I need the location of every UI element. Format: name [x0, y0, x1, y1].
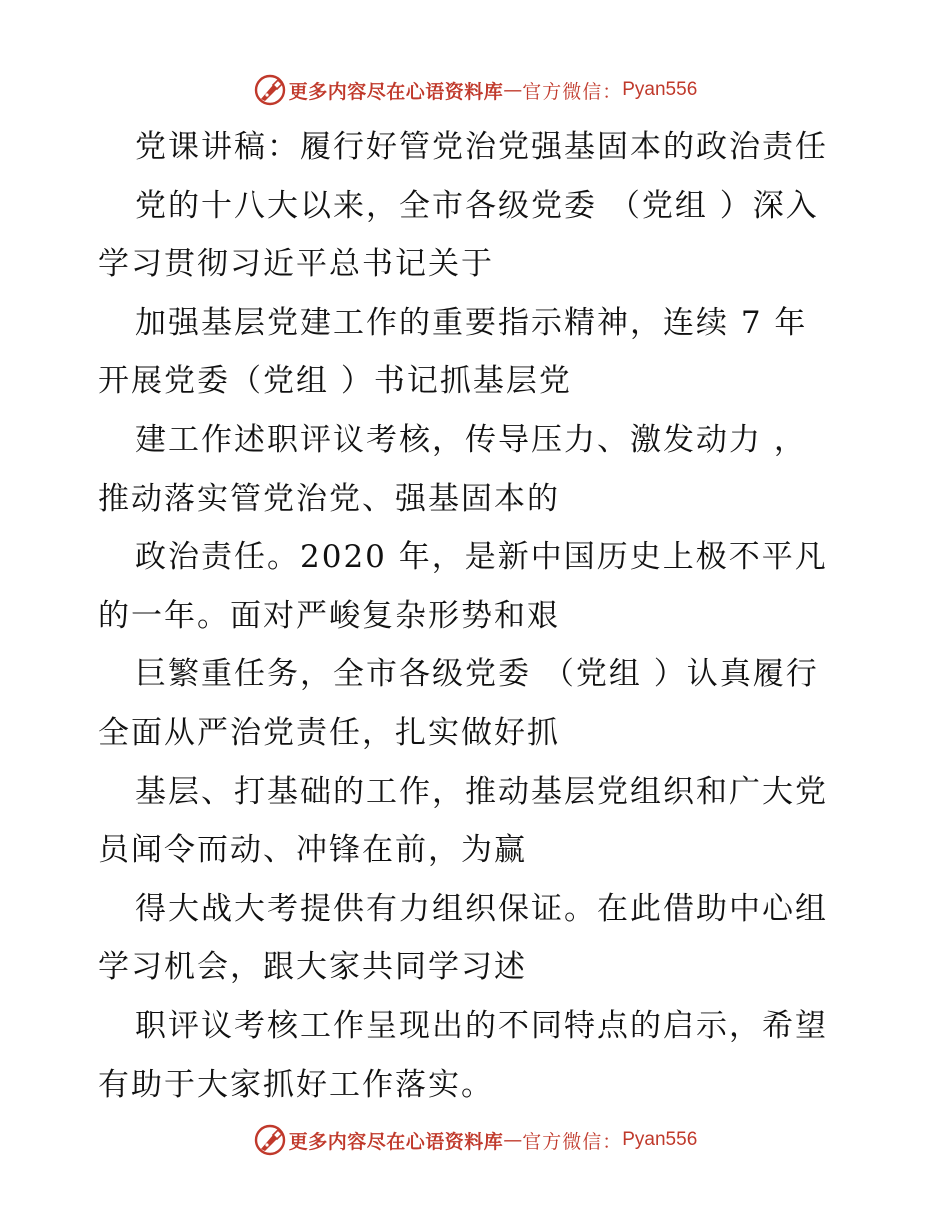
watermark-account: Pyan556: [622, 79, 698, 100]
pen-nib-logo-icon: [253, 1123, 287, 1157]
watermark-suffix: 官方微信：: [522, 80, 623, 103]
watermark-prefix: 更多内容尽在心语资料库: [288, 1130, 504, 1153]
text-line: 的一年。面对严峻复杂形势和艰: [98, 597, 560, 634]
text-line: 建工作述职评议考核，传导压力、激发动力 ，: [135, 421, 807, 458]
text-line: 得大战大考提供有力组织保证。在此借助中心组: [135, 890, 828, 927]
document-title: 党课讲稿：履行好管党治党强基固本的政治责任: [135, 129, 828, 165]
watermark-footer: [0, 1120, 950, 1160]
pen-nib-logo-icon: [253, 73, 287, 107]
text-line: 职评议考核工作呈现出的不同特点的启示，希望: [135, 1007, 828, 1044]
text-line: 推动落实管党治党、强基固本的: [98, 480, 560, 517]
watermark-suffix: 官方微信：: [522, 1130, 623, 1153]
watermark-dash: —: [503, 1129, 523, 1151]
document-body: [98, 118, 858, 1114]
text-line: 开展党委（党组 ）书记抓基层党: [98, 363, 572, 400]
watermark-prefix: 更多内容尽在心语资料库: [288, 80, 504, 103]
text-line: 学习机会，跟大家共同学习述: [98, 949, 527, 986]
text-line: 党的十八大以来，全市各级党委 （党组 ）深入: [135, 187, 819, 224]
text-line: 有助于大家抓好工作落实。: [98, 1066, 494, 1103]
text-line: 巨繁重任务，全市各级党委 （党组 ）认真履行: [135, 656, 819, 693]
watermark-dash: —: [503, 79, 523, 101]
text-line: 基层、打基础的工作，推动基层党组织和广大党: [135, 773, 828, 810]
watermark-account: Pyan556: [622, 1129, 698, 1150]
text-line: 全面从严治党责任，扎实做好抓: [98, 714, 560, 751]
watermark-header: [0, 70, 950, 110]
text-line: 加强基层党建工作的重要指示精神，连续 7 年: [135, 304, 808, 341]
text-line: 政治责任。2020 年，是新中国历史上极不平凡: [135, 539, 828, 576]
text-line: 员闻令而动、冲锋在前，为赢: [98, 832, 527, 869]
text-line: 学习贯彻习近平总书记关于: [98, 246, 494, 283]
